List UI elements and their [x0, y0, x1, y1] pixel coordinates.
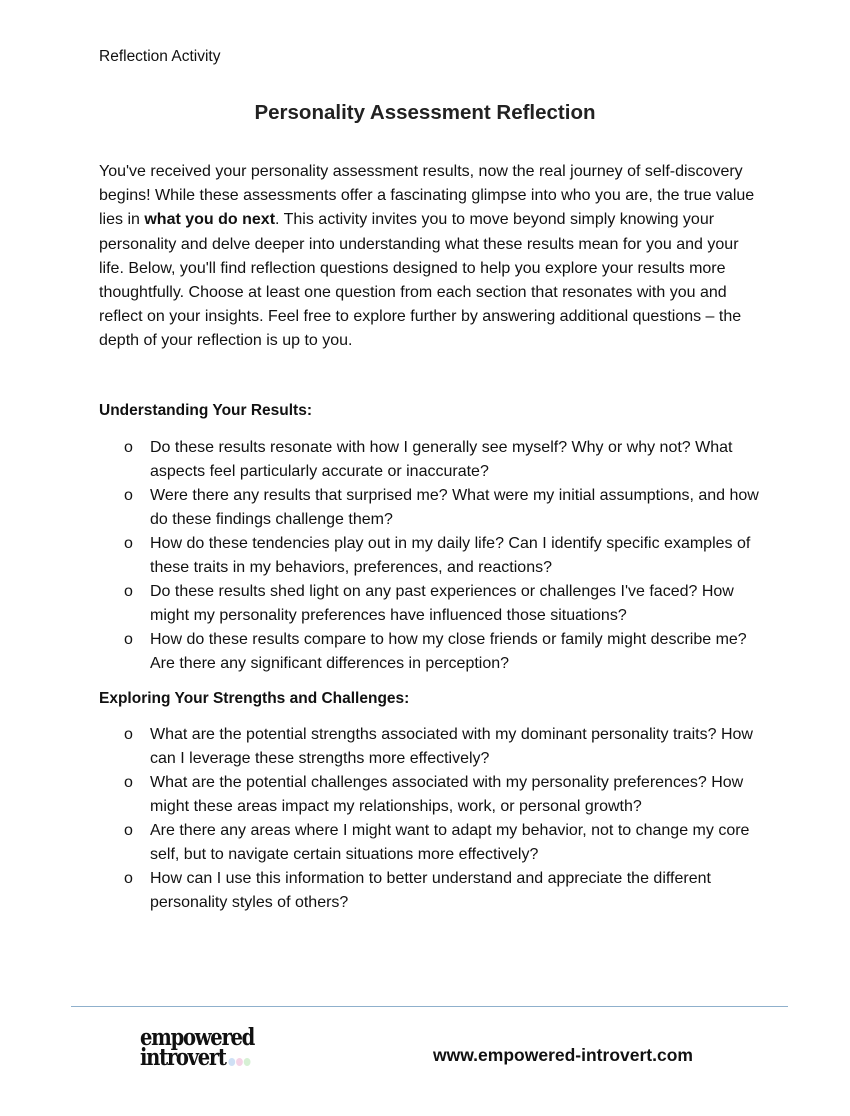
logo-line-2: introvert: [140, 1044, 226, 1071]
intro-text: You've received your personality assessment results, now the real journey of self-discovery begins! While these assessments offer a fascinating glimpse into who you are, the true value lies in: [99, 163, 755, 229]
question-text: Do these results resonate with how I generally see myself? Why or why not? What aspects feel particularly accurate or inaccurate?: [150, 439, 733, 480]
question-text: Do these results shed light on any past experiences or challenges I've faced? How might my personality preferences have influenced those situations?: [150, 583, 734, 624]
question-text: How do these tendencies play out in my daily life? Can I identify specific examples of these traits in my behaviors, preferences, and reactions?: [150, 535, 751, 576]
list-item: [99, 580, 769, 628]
question-text: What are the potential strengths associated with my dominant personality traits? How can I leverage these strengths more effectively?: [150, 726, 753, 767]
list-item: [99, 771, 769, 819]
page-title: Personality Assessment Reflection: [254, 101, 596, 124]
question-text: How can I use this information to better understand and appreciate the different personality styles of others?: [150, 870, 711, 911]
list-item: [99, 436, 769, 484]
bullet-icon: o: [124, 870, 133, 887]
bullet-icon: o: [124, 822, 133, 839]
bullet-icon: o: [124, 535, 133, 552]
bullet-icon: o: [124, 726, 133, 743]
bullet-icon: o: [124, 631, 133, 648]
intro-text-end: . This activity invites you to move beyond simply knowing your personality and delve deeper into understanding what these results mean for you and your life. Below, you'll find reflection questions designed to help you explore your results more thoughtfully. Choose at least one question from each section that resonates with you and reflect on your insights. Feel free to explore further by answering additional questions – the depth of your reflection is up to you.: [99, 211, 742, 350]
list-item: [99, 628, 769, 676]
bullet-icon: o: [124, 774, 133, 791]
list-item: [99, 723, 769, 771]
logo-line-1: empowered: [140, 1024, 255, 1051]
logo-dots-icon: [228, 1049, 251, 1069]
intro-paragraph: [99, 160, 767, 354]
results-question-list: [99, 436, 769, 676]
footer-divider: [71, 1006, 788, 1007]
website-url: www.empowered-introvert.com: [433, 1045, 693, 1065]
bullet-icon: o: [124, 439, 133, 456]
question-text: How do these results compare to how my close friends or family might describe me? Are there any significant differences in perception?: [150, 631, 747, 672]
list-item: [99, 819, 769, 867]
question-text: Are there any areas where I might want to adapt my behavior, not to change my core self, but to navigate certain situations more effectively?: [150, 822, 750, 863]
bullet-icon: o: [124, 583, 133, 600]
list-item: [99, 484, 769, 532]
page-header: Reflection Activity: [99, 48, 221, 65]
question-text: What are the potential challenges associated with my personality preferences? How might these areas impact my relationships, work, or personal growth?: [150, 774, 744, 815]
intro-emphasis: what you do next: [144, 211, 276, 229]
question-text: Were there any results that surprised me? What were my initial assumptions, and how do these findings challenge them?: [150, 487, 759, 528]
empowered-introvert-logo: [140, 1024, 255, 1071]
section-heading-strengths: Exploring Your Strengths and Challenges:: [99, 690, 410, 707]
bullet-icon: o: [124, 487, 133, 504]
strengths-question-list: [99, 723, 769, 915]
list-item: [99, 867, 769, 915]
list-item: [99, 532, 769, 580]
section-heading-results: Understanding Your Results:: [99, 402, 313, 419]
